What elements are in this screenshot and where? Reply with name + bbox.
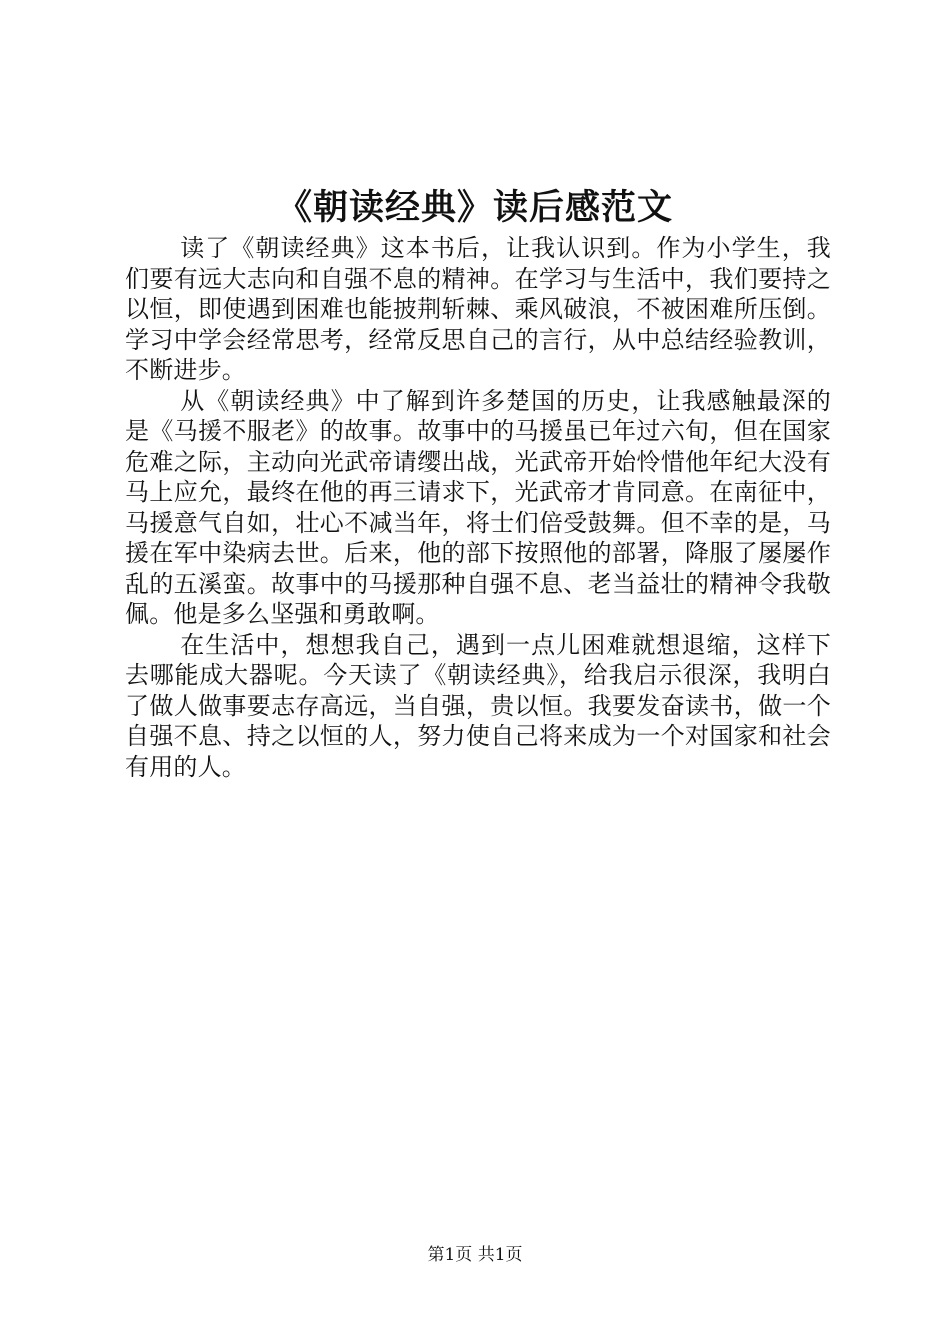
document-title: 《朝读经典》读后感范文	[276, 187, 673, 228]
paragraph: 读了《朝读经典》这本书后，让我认识到。作为小学生，我们要有远大志向和自强不息的精神。在学习与生活中，我们要持之以恒，即使遇到困难也能披荆斩棘、乘风破浪，不被困难所压倒。学习中学会经常思考，经常反思自己的言行，从中总结经验教训，不断进步。	[125, 234, 831, 384]
document-body	[125, 233, 831, 782]
paragraph: 从《朝读经典》中了解到许多楚国的历史，让我感触最深的是《马援不服老》的故事。故事中的马援虽已年过六旬，但在国家危难之际，主动向光武帝请缨出战，光武帝开始怜惜他年纪大没有马上应允，最终在他的再三请求下，光武帝才肯同意。在南征中，马援意气自如，壮心不减当年，将士们倍受鼓舞。但不幸的是，马援在军中染病去世。后来，他的部下按照他的部署，降服了屡屡作乱的五溪蛮。故事中的马援那种自强不息、老当益壮的精神令我敬佩。他是多么坚强和勇敢啊。	[125, 386, 831, 628]
page-number-footer: 第1页 共1页	[427, 1245, 523, 1265]
paragraph: 在生活中，想想我自己，遇到一点儿困难就想退缩，这样下去哪能成大器呢。今天读了《朝读经典》，给我启示很深，我明白了做人做事要志存高远，当自强，贵以恒。我要发奋读书，做一个自强不息、持之以恒的人，努力使自己将来成为一个对国家和社会有用的人。	[125, 630, 831, 781]
